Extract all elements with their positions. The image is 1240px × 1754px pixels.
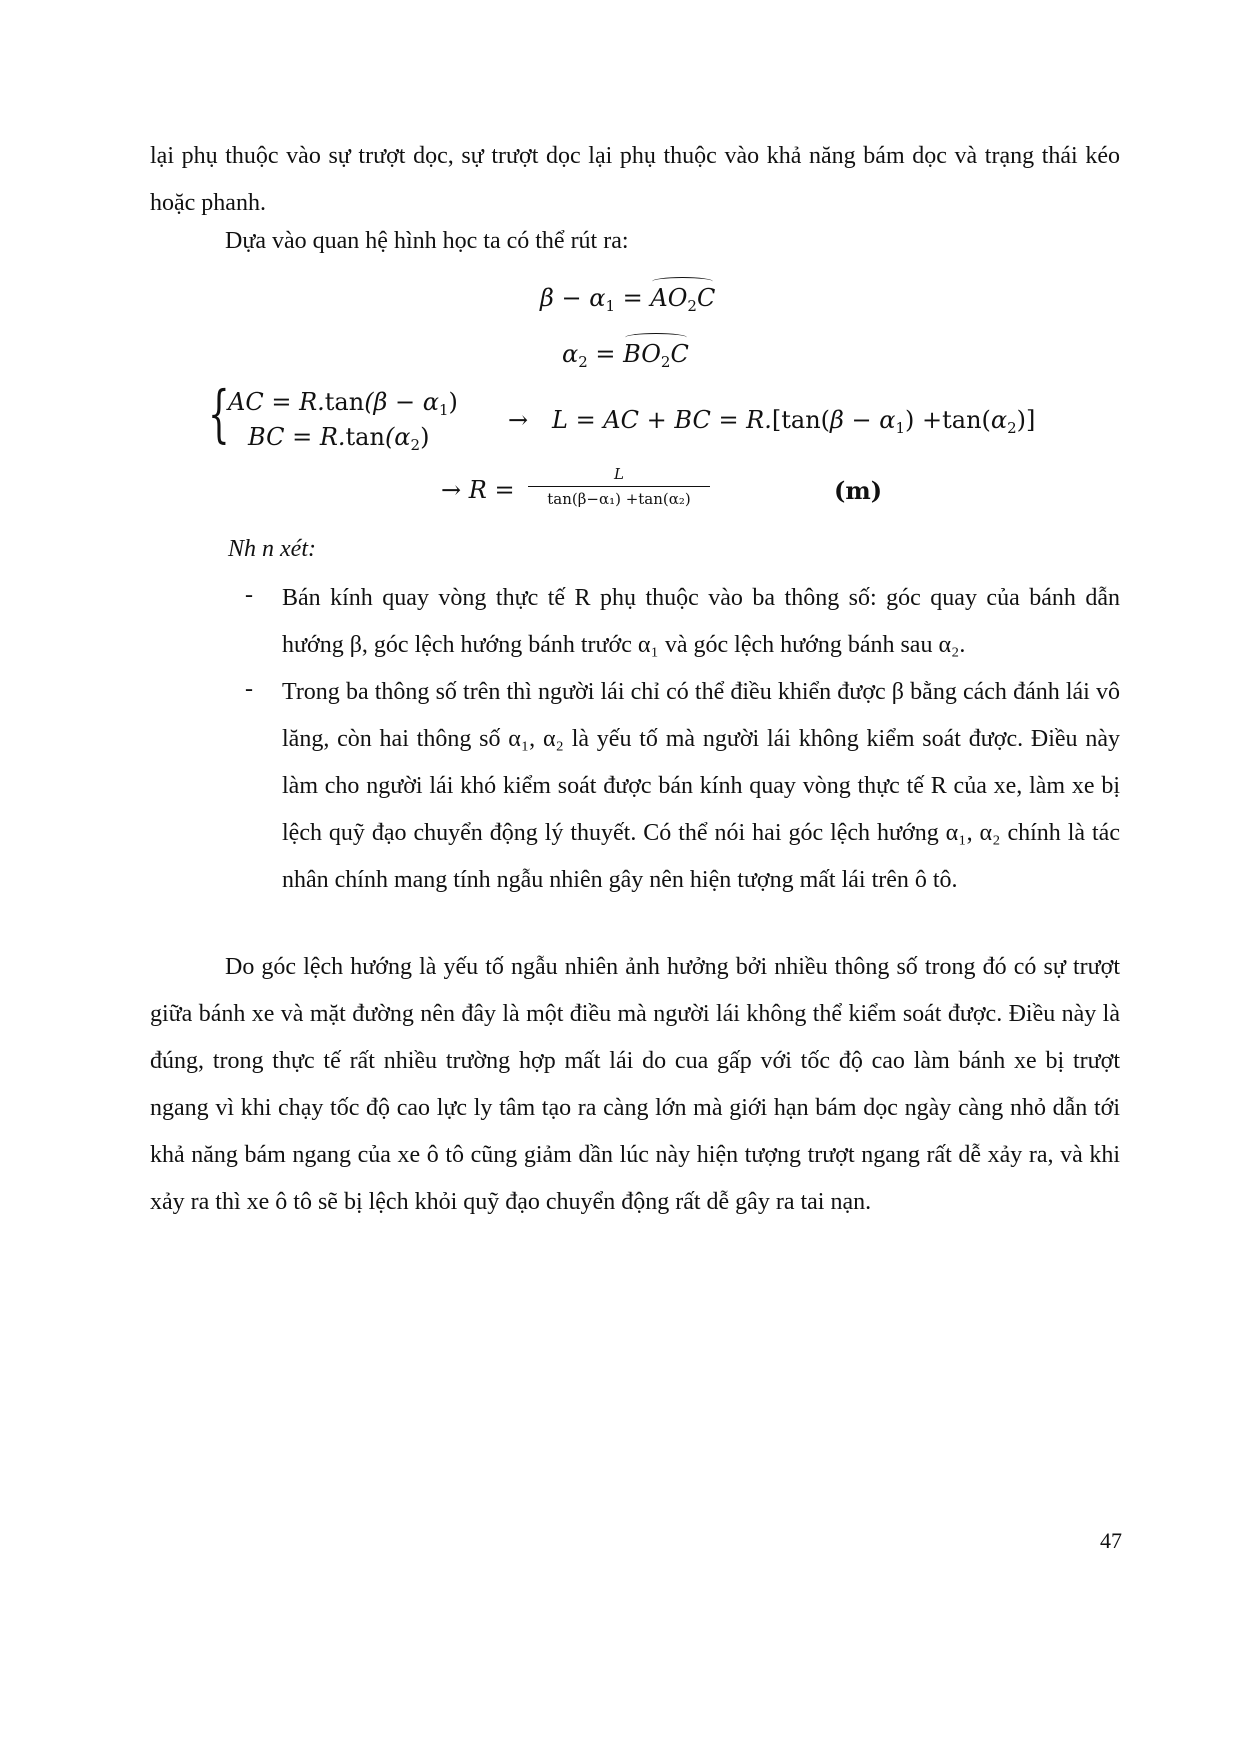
unit-label: (m): [834, 476, 883, 505]
remark-heading: Nh n xét:: [228, 536, 316, 562]
equation-alpha2: $\alpha_2 = BO_2C$: [562, 340, 689, 371]
fraction-bar: [528, 486, 710, 487]
equation-length: L = AC + BC = $R.[\tan(\beta - \alpha_1) +\tan(\alpha_2)]$: [552, 406, 1036, 437]
bullet-item-2: Trong ba thông số trên thì người lái chỉ có thể điều khiển được β bằng cách đánh lái vô lăng, còn hai thông số α₁, α₂ là yếu tố mà người lái không kiểm soát được. Điều này làm cho người lái khó kiểm soát được bán kính quay vòng thực tế R của xe, làm xe bị lệch quỹ đạo chuyển động lý thuyết. Có thể nói hai góc lệch hướng α₁, α₂ chính là tác nhân chính mang tính ngẫu nhiên gây nên hiện tượng mất lái trên ô tô.: [282, 679, 1120, 893]
equation-radius-lhs: → R =: [441, 476, 515, 504]
page-number: 47: [1100, 1528, 1122, 1553]
fraction-denominator: tan(β−α₁) +tan(α₂): [547, 490, 691, 508]
fraction-numerator: L: [614, 465, 624, 483]
equation-bc: BC = $R.\tan(\alpha_2)$: [248, 423, 430, 454]
equation-beta-alpha1: $\beta - \alpha_1 = AO_2C$: [540, 284, 716, 315]
bullet-item-1: Bán kính quay vòng thực tế R phụ thuộc vào ba thông số: góc quay của bánh dẫn hướng β, góc lệch hướng bánh trước α₁ và góc lệch hướng bánh sau α₂.: [282, 585, 1120, 658]
paragraph-conclusion: Do góc lệch hướng là yếu tố ngẫu nhiên ảnh hưởng bởi nhiều thông số trong đó có sự trượt giữa bánh xe và mặt đường nên đây là một điều mà người lái không thể kiểm soát được. Điều này là đúng, trong thực tế rất nhiều trường hợp mất lái do cua gấp với tốc độ cao làm bánh xe bị trượt ngang vì khi chạy tốc độ cao lực ly tâm tạo ra càng lớn mà giới hạn bám dọc ngày càng nhỏ dẫn tới khả năng bám ngang của xe ô tô cũng giảm dần lúc này hiện tượng trượt ngang rất dễ xảy ra, và khi xảy ra thì xe ô tô sẽ bị lệch khỏi quỹ đạo chuyển động rất dễ gây ra tai nạn.: [150, 954, 1120, 1215]
equation-ac: AC = $R.\tan(\beta - \alpha_1)$: [228, 388, 458, 419]
paragraph-intro: lại phụ thuộc vào sự trượt dọc, sự trượt dọc lại phụ thuộc vào khả năng bám dọc và trạng thái kéo hoặc phanh.: [150, 143, 1120, 216]
system-brace: {: [208, 377, 230, 450]
arrow-icon: →: [508, 406, 529, 434]
equation-radius-fraction: [528, 465, 710, 508]
paragraph-geometry: Dựa vào quan hệ hình học ta có thể rút ra:: [225, 228, 629, 254]
bullet-marker: -: [245, 582, 253, 608]
bullet-marker: -: [245, 676, 253, 702]
